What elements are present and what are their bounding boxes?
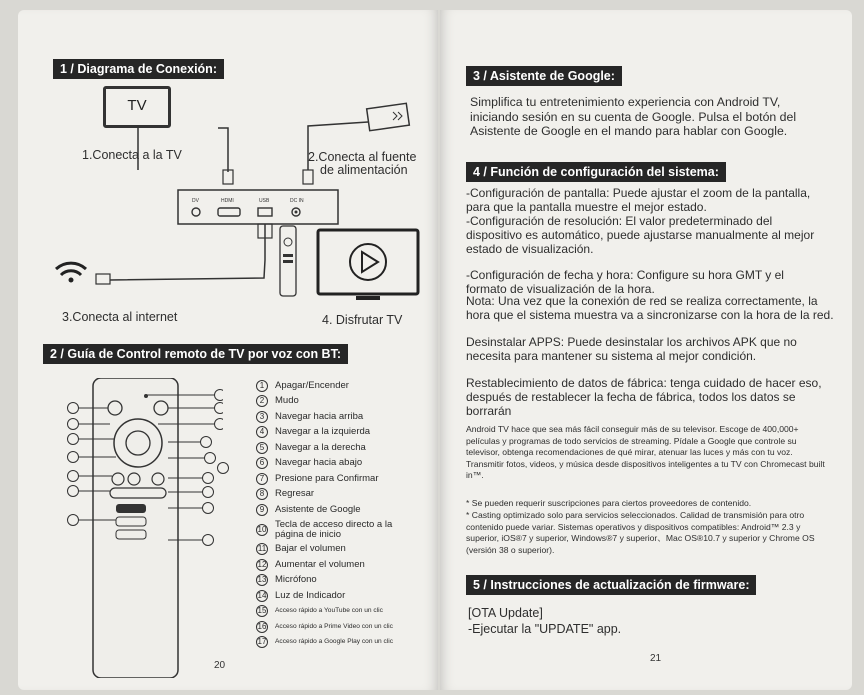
- section4-note: Nota: Una vez que la conexión de red se realiza correctamente, la hora que el sistema muestra va a sincronizarse con la hora de la red.: [466, 294, 834, 323]
- legend-text: Navegar hacia arriba: [275, 410, 364, 422]
- right-page: [440, 10, 852, 690]
- connection-diagram: [18, 10, 438, 340]
- legend-text: Regresar: [275, 488, 315, 500]
- wifi-icon: [56, 263, 86, 282]
- legend-text: Acceso rápido a Google Play con un clic: [275, 638, 394, 646]
- legend-number: 16: [257, 621, 267, 631]
- legend-text: Asistente de Google: [275, 503, 361, 515]
- legend-item: [256, 471, 436, 487]
- step4-label: 4. Disfrutar TV: [322, 313, 403, 327]
- legend-text: Navegar hacia abajo: [275, 457, 363, 469]
- legend-item: [256, 635, 436, 651]
- page-number-right: 21: [650, 653, 662, 664]
- legend-text: Acceso rápido a YouTube con un clic: [275, 607, 383, 615]
- legend-number: 11: [257, 544, 267, 554]
- legend-number: 2: [256, 395, 268, 407]
- remote-legend: [256, 378, 436, 650]
- legend-text: Tecla de acceso directo a la página de inicio: [275, 518, 393, 540]
- page-number-left: 20: [214, 660, 226, 671]
- legend-number: 13: [257, 575, 267, 585]
- casting-note: * Casting optimizado solo para servicios seleccionados. Calidad de transmisión para otro contenido puede variar. Sistemas operativos y dispositivos compatibles: Android™ 2.3 y superior, iOS®7 y superior, Windows®7 y superior、Mac OS®10.7 y superior y Chrome OS (versión 38 o superior).: [466, 510, 815, 555]
- android-tv-description: Android TV hace que sea más fácil conseguir más de su televisor. Escoge de 400,000+ películas y programas de todo servicios de streaming. Pídale a Google que controle su televisor, obtenga recomendaciones de qué mirar, atenuar las luces y más con tu voz. Transmitir fotos, videos, y música desde dispositivos inteligentes a tu TV con Chromecast built in™.: [466, 424, 825, 480]
- legend-item: [256, 440, 436, 456]
- port-label-dv: DV: [192, 198, 199, 204]
- step2-label-line1: 2.Conecta al fuente: [308, 150, 417, 164]
- section4-title: 4 / Función de configuración del sistema:: [466, 162, 726, 182]
- legend-number: 8: [256, 488, 268, 500]
- port-label-usb: USB: [259, 198, 270, 204]
- legend-text: Apagar/Encender: [275, 379, 349, 391]
- ota-update-instruction: -Ejecutar la "UPDATE" app.: [468, 622, 622, 636]
- legend-number: 1: [256, 380, 268, 392]
- left-page: [18, 10, 438, 690]
- legend-text: Aumentar el volumen: [275, 558, 365, 570]
- section1-title: 1 / Diagrama de Conexión:: [53, 59, 224, 79]
- legend-item: [256, 588, 436, 604]
- legend-text: Acceso rápido a Prime Video con un clic: [275, 622, 393, 630]
- legend-item: [256, 604, 436, 620]
- legend-item: [256, 394, 436, 410]
- legend-item: [256, 456, 436, 472]
- subscription-note: * Se pueden requerir suscripciones para ciertos proveedores de contenido.: [466, 498, 752, 508]
- small-remote-icon: [280, 226, 296, 296]
- legend-number: 3: [256, 411, 268, 423]
- legend-item: [256, 573, 436, 589]
- section4-resolution-config: -Configuración de resolución: El valor predeterminado del dispositivo es automático, puede ajustarse manualmente al mejor estado de visualización.: [466, 214, 815, 257]
- section4-datetime-config: -Configuración de fecha y hora: Configure su hora GMT y el formato de visualización de la hora.: [466, 268, 784, 297]
- legend-text: Micrófono: [275, 574, 317, 586]
- section3-title: 3 / Asistente de Google:: [466, 66, 622, 86]
- legend-number: 15: [257, 606, 267, 616]
- play-tv-icon: [318, 230, 418, 300]
- legend-text: Presione para Confirmar: [275, 472, 379, 484]
- legend-number: 4: [256, 426, 268, 438]
- step3-label: 3.Conecta al internet: [62, 310, 178, 324]
- step2-label-line2: de alimentación: [320, 163, 408, 177]
- legend-number: 17: [257, 637, 267, 647]
- step1-label: 1.Conecta a la TV: [82, 148, 182, 162]
- legend-item: [256, 425, 436, 441]
- youtube-button-icon: [116, 504, 146, 513]
- section2-title: 2 / Guía de Control remoto de TV por voz con BT:: [43, 344, 348, 364]
- legend-text: Navegar a la derecha: [275, 441, 366, 453]
- legend-item: [256, 487, 436, 503]
- port-label-hdmi: HDMI: [221, 198, 234, 204]
- legend-item: [256, 542, 436, 558]
- legend-number: 14: [257, 590, 267, 600]
- legend-number: 5: [256, 442, 268, 454]
- remote-callouts-right: [168, 430, 248, 550]
- legend-item: [256, 409, 436, 425]
- ota-update-label: [OTA Update]: [468, 606, 543, 620]
- legend-number: 12: [257, 559, 267, 569]
- legend-text: Bajar el volumen: [275, 543, 346, 555]
- legend-text: Navegar a la izquierda: [275, 426, 371, 438]
- port-label-dcin: DC IN: [290, 198, 304, 204]
- section4-uninstall-apps: Desinstalar APPS: Puede desinstalar los archivos APK que no necesita para mantener su sistema al mejor condición.: [466, 335, 797, 364]
- legend-item: [256, 557, 436, 573]
- legend-number: 9: [256, 504, 268, 516]
- tv-box-icon: [178, 190, 338, 224]
- legend-item: [256, 619, 436, 635]
- legend-text: Luz de Indicador: [275, 589, 346, 601]
- power-adapter-icon: [303, 103, 409, 184]
- section5-title: 5 / Instrucciones de actualización de firmware:: [466, 575, 756, 595]
- section3-text: Simplifica tu entretenimiento experiencia con Android TV, iniciando sesión en su cuenta de Google. Pulsa el botón del Asistente de Google en el mando para hablar con Google.: [470, 95, 797, 138]
- legend-number: 6: [256, 457, 268, 469]
- legend-item: [256, 518, 436, 542]
- legend-text: Mudo: [275, 395, 299, 407]
- legend-item: [256, 502, 436, 518]
- section4-factory-reset: Restablecimiento de datos de fábrica: tenga cuidado de hacer eso, después de restablecer la fecha de fábrica, todos los datos se borrarán: [466, 376, 822, 419]
- legend-item: [256, 378, 436, 394]
- legend-number: 10: [257, 524, 267, 534]
- section4-screen-config: -Configuración de pantalla: Puede ajustar el zoom de la pantalla, para que la pantalla muestre el mejor estado.: [466, 186, 811, 215]
- tv-label: TV: [127, 97, 147, 114]
- legend-number: 7: [256, 473, 268, 485]
